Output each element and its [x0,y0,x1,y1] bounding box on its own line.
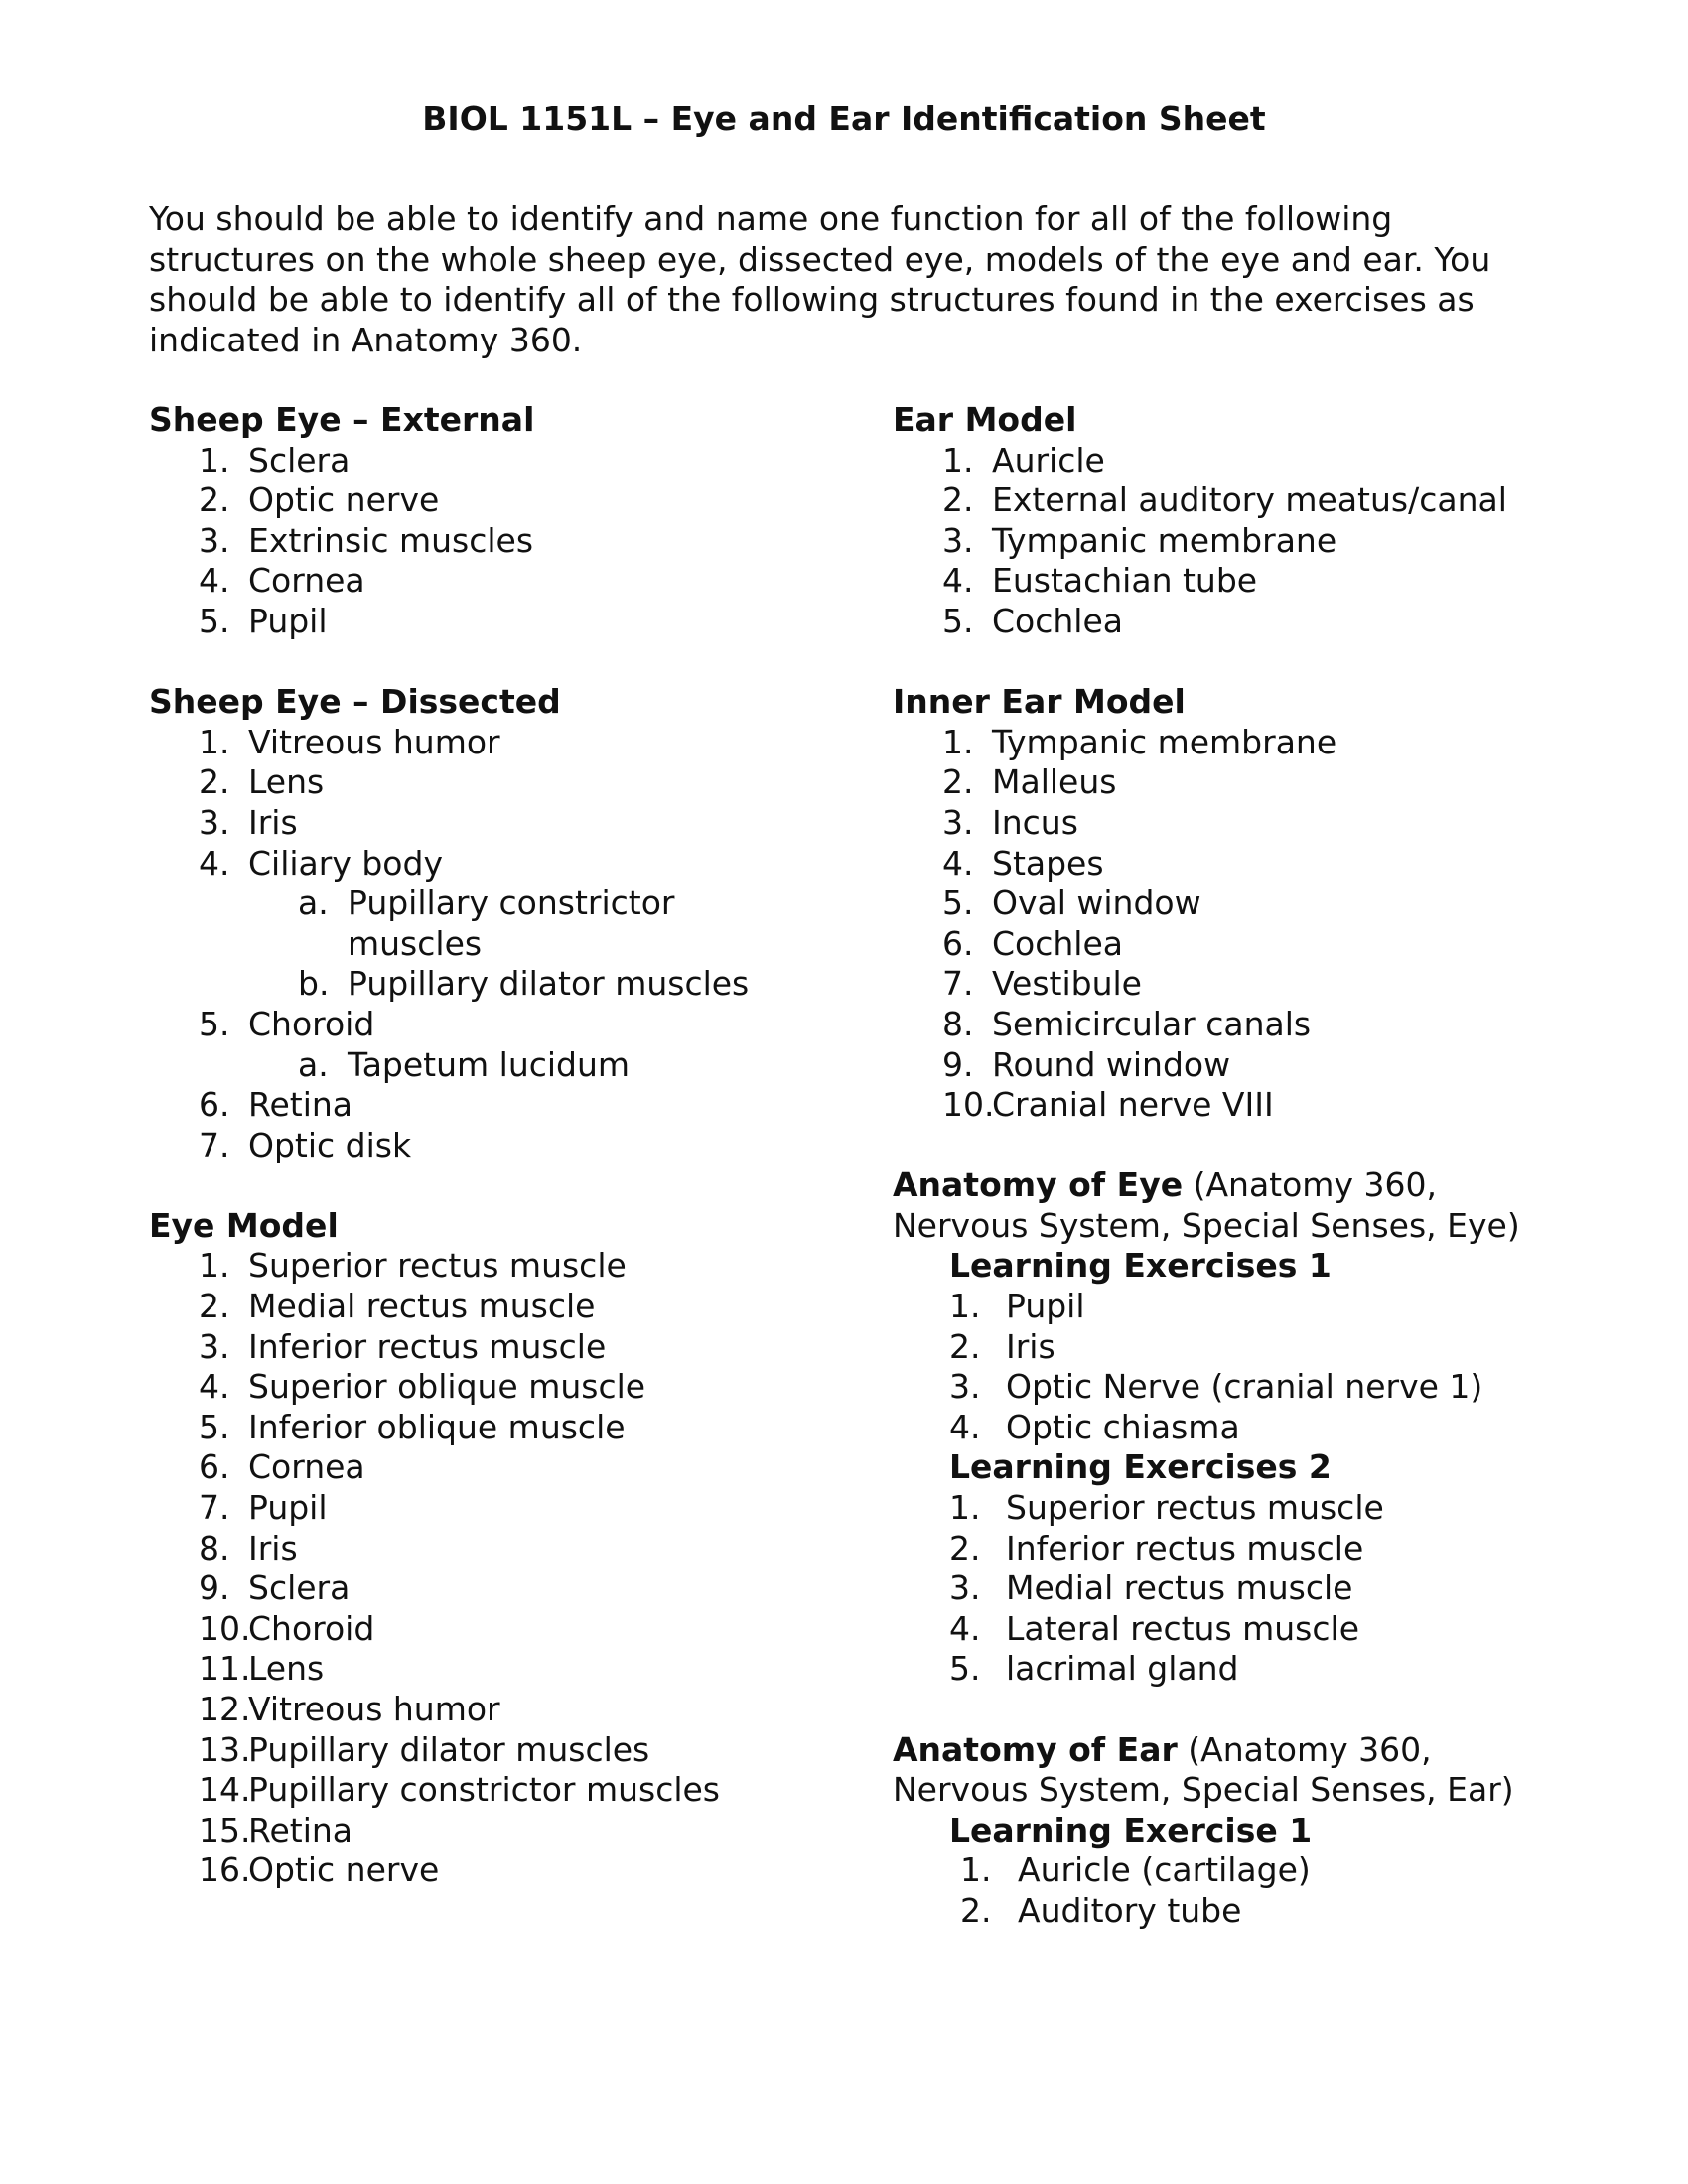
list-item [893,1891,1647,1932]
item-number: 3. [942,520,974,560]
list-item [149,1367,844,1408]
list-item [149,1811,844,1851]
item-text: Vitreous humor [248,1690,500,1728]
item-text: Pupillary constrictor [348,884,675,923]
item-number: 3. [199,1326,230,1366]
item-number: 3. [949,1367,981,1407]
item-number: 4. [942,843,974,883]
item-number: 5. [942,601,974,640]
item-text: Ciliary body [248,843,443,883]
section-heading: Sheep Eye – External [149,400,535,439]
item-number: 3. [199,802,230,842]
list-item [893,561,1647,602]
item-number: 2. [949,1326,981,1366]
left-column [149,400,844,1891]
list-item [893,441,1647,481]
list-item [893,1529,1647,1570]
item-text: Iris [1006,1326,1055,1366]
list-item [893,762,1647,803]
list-item [149,1287,844,1327]
item-number: 13. [199,1729,251,1769]
subsection-heading: Learning Exercises 2 [949,1447,1332,1487]
list-item [149,762,844,803]
list-item [149,561,844,602]
item-number: 1. [949,1287,981,1326]
item-text: Superior oblique muscle [248,1367,646,1407]
list-item [893,1850,1647,1891]
list-item [893,1609,1647,1650]
list-item [893,1287,1647,1327]
item-number: 5. [199,601,230,640]
item-number: 1. [949,1488,981,1528]
list-item [893,803,1647,844]
item-number: 8. [199,1528,230,1568]
item-text: Medial rectus muscle [248,1287,596,1326]
item-text: Inferior oblique muscle [248,1407,626,1446]
item-text: Vitreous humor [248,722,500,761]
item-text: Auricle (cartilage) [1018,1850,1311,1890]
intro-paragraph: You should be able to identify and name one function for all of the following structures on the whole sheep eye, dissected eye, models of the eye and ear. You should be able to identify all of the following structures found in the exercises as indicated in Anatomy 360. [149,200,1491,359]
list-item [149,1690,844,1730]
list-item [893,1327,1647,1368]
section-heading-title: Anatomy of Eye [893,1165,1184,1205]
item-number: 2. [949,1528,981,1568]
item-text: Vestibule [992,964,1142,1004]
list-item [149,1649,844,1690]
item-text: Optic Nerve (cranial nerve 1) [1006,1367,1483,1407]
item-number: 16. [199,1850,251,1890]
item-number: 9. [199,1569,230,1608]
list-item [893,1005,1647,1045]
list-item [893,884,1647,924]
item-text: Lens [248,1649,325,1689]
section-heading: Inner Ear Model [893,682,1186,722]
item-text: Optic disk [248,1125,412,1164]
item-text: Choroid [248,1004,375,1043]
item-text: Lens [248,762,325,802]
list-item [149,1569,844,1609]
item-text: Sclera [248,440,351,479]
item-number: 4. [199,1367,230,1407]
list-item [893,1085,1647,1126]
item-text: Choroid [248,1608,375,1648]
list-item [149,1005,844,1045]
list-item [149,1085,844,1126]
right-column [893,400,1647,1932]
item-number: 3. [949,1569,981,1608]
item-number: 4. [949,1407,981,1446]
list-item [149,1730,844,1771]
list-item [893,1569,1647,1609]
item-text: Pupillary dilator muscles [248,1729,650,1769]
item-text: Pupil [248,1488,328,1528]
section-heading-note-continued: Nervous System, Special Senses, Eye) [893,1205,1520,1245]
item-number: 1. [199,1246,230,1286]
list-item [149,1850,844,1891]
section-heading-note-continued: Nervous System, Special Senses, Ear) [893,1770,1514,1810]
item-text: Inferior rectus muscle [248,1326,607,1366]
list-item [893,480,1647,521]
item-number: 1. [199,722,230,761]
list-item [149,1529,844,1570]
item-number: 1. [199,440,230,479]
item-number: 10. [199,1608,251,1648]
list-item [149,723,844,763]
list-item [149,803,844,844]
item-letter: a. [298,1044,329,1084]
item-number: 4. [949,1608,981,1648]
item-text: Round window [992,1044,1231,1084]
item-number: 2. [960,1890,992,1930]
list-item [893,964,1647,1005]
item-text: Cochlea [992,923,1123,963]
item-number: 4. [199,561,230,601]
item-text: Retina [248,1085,352,1125]
list-item [149,1770,844,1811]
item-text: Eustachian tube [992,561,1258,601]
item-number: 14. [199,1770,251,1810]
item-number: 5. [199,1004,230,1043]
item-number: 5. [949,1649,981,1689]
item-text: Cranial nerve VIII [992,1085,1274,1125]
list-item [149,1447,844,1488]
list-item [149,844,844,885]
item-text: Retina [248,1810,352,1849]
item-text: Tympanic membrane [992,722,1337,761]
list-item [149,1609,844,1650]
section-sheep-eye-external [149,400,844,642]
section-heading-note: (Anatomy 360, [1177,1729,1432,1769]
item-text: Cornea [248,561,365,601]
item-text: External auditory meatus/canal [992,480,1507,520]
item-text: Tympanic membrane [992,520,1337,560]
item-number: 4. [199,843,230,883]
item-text: Stapes [992,843,1104,883]
section-heading [893,1165,1647,1246]
list-item [149,441,844,481]
item-number: 2. [199,480,230,520]
item-number: 1. [942,440,974,479]
item-text: Medial rectus muscle [1006,1569,1353,1608]
list-item [893,1408,1647,1448]
item-number: 2. [942,762,974,802]
list-item [893,602,1647,642]
item-number: 2. [199,762,230,802]
list-item [149,1488,844,1529]
item-text: Oval window [992,884,1201,923]
section-anatomy-of-ear [893,1730,1647,1932]
item-number: 2. [199,1287,230,1326]
section-heading: Ear Model [893,400,1077,439]
item-number: 10. [942,1085,995,1125]
item-text: Iris [248,1528,298,1568]
item-letter: a. [298,884,329,923]
list-item [893,924,1647,965]
item-text: Pupillary dilator muscles [348,964,750,1004]
list-item [893,844,1647,885]
item-number: 15. [199,1810,251,1849]
item-number: 8. [942,1004,974,1043]
list-item [893,1649,1647,1690]
item-text: lacrimal gland [1006,1649,1239,1689]
sub-list-item [149,1045,844,1086]
item-text: Extrinsic muscles [248,520,534,560]
item-number: 2. [942,480,974,520]
item-number: 3. [942,802,974,842]
item-text: Pupil [248,601,328,640]
item-number: 3. [199,520,230,560]
item-text: Optic nerve [248,480,440,520]
list-item [149,1408,844,1448]
item-number: 11. [199,1649,251,1689]
item-number: 7. [199,1488,230,1528]
section-heading-title: Anatomy of Ear [893,1729,1178,1769]
item-number: 5. [942,884,974,923]
list-item [149,1327,844,1368]
list-item [149,480,844,521]
sub-list-item [149,964,844,1005]
item-number: 9. [942,1044,974,1084]
item-number: 1. [942,722,974,761]
item-text: Cochlea [992,601,1123,640]
item-number: 7. [942,964,974,1004]
item-text: Superior rectus muscle [248,1246,627,1286]
list-item [149,1246,844,1287]
list-item [893,1367,1647,1408]
section-heading: Sheep Eye – Dissected [149,682,561,722]
section-anatomy-of-eye [893,1165,1647,1690]
item-number: 1. [960,1850,992,1890]
section-heading: Eye Model [149,1205,339,1245]
item-text: Sclera [248,1569,351,1608]
item-text: Tapetum lucidum [348,1044,631,1084]
item-text: Auditory tube [1018,1890,1242,1930]
item-text: Incus [992,802,1078,842]
subsection-heading: Learning Exercise 1 [949,1810,1313,1849]
list-item [149,521,844,562]
item-number: 6. [199,1085,230,1125]
item-number: 4. [942,561,974,601]
section-heading-note: (Anatomy 360, [1183,1165,1437,1205]
item-number: 6. [199,1447,230,1487]
subsection-heading: Learning Exercises 1 [949,1246,1332,1286]
item-text: Pupil [1006,1287,1085,1326]
sub-list-item [149,884,844,924]
section-ear-model [893,400,1647,642]
section-inner-ear-model [893,682,1647,1126]
list-item [149,602,844,642]
item-text: Cornea [248,1447,365,1487]
item-number: 7. [199,1125,230,1164]
item-text: Iris [248,802,298,842]
section-sheep-eye-dissected [149,682,844,1165]
item-text: Superior rectus muscle [1006,1488,1384,1528]
list-item [893,1488,1647,1529]
section-heading [893,1730,1647,1811]
item-text: Malleus [992,762,1117,802]
item-number: 12. [199,1690,251,1728]
page-title: BIOL 1151L – Eye and Ear Identification Sheet [422,99,1266,138]
section-eye-model [149,1206,844,1891]
sub-list-item-continued [149,924,844,965]
list-item [893,723,1647,763]
item-number: 5. [199,1407,230,1446]
list-item [893,1045,1647,1086]
item-text: Semicircular canals [992,1004,1312,1043]
list-item [149,1126,844,1166]
item-text: muscles [348,923,483,963]
item-text: Optic chiasma [1006,1407,1240,1446]
item-letter: b. [298,964,330,1004]
list-item [893,521,1647,562]
item-text: Auricle [992,440,1105,479]
item-text: Optic nerve [248,1850,440,1890]
item-number: 6. [942,923,974,963]
item-text: Inferior rectus muscle [1006,1528,1364,1568]
item-text: Pupillary constrictor muscles [248,1770,721,1810]
item-text: Lateral rectus muscle [1006,1608,1359,1648]
